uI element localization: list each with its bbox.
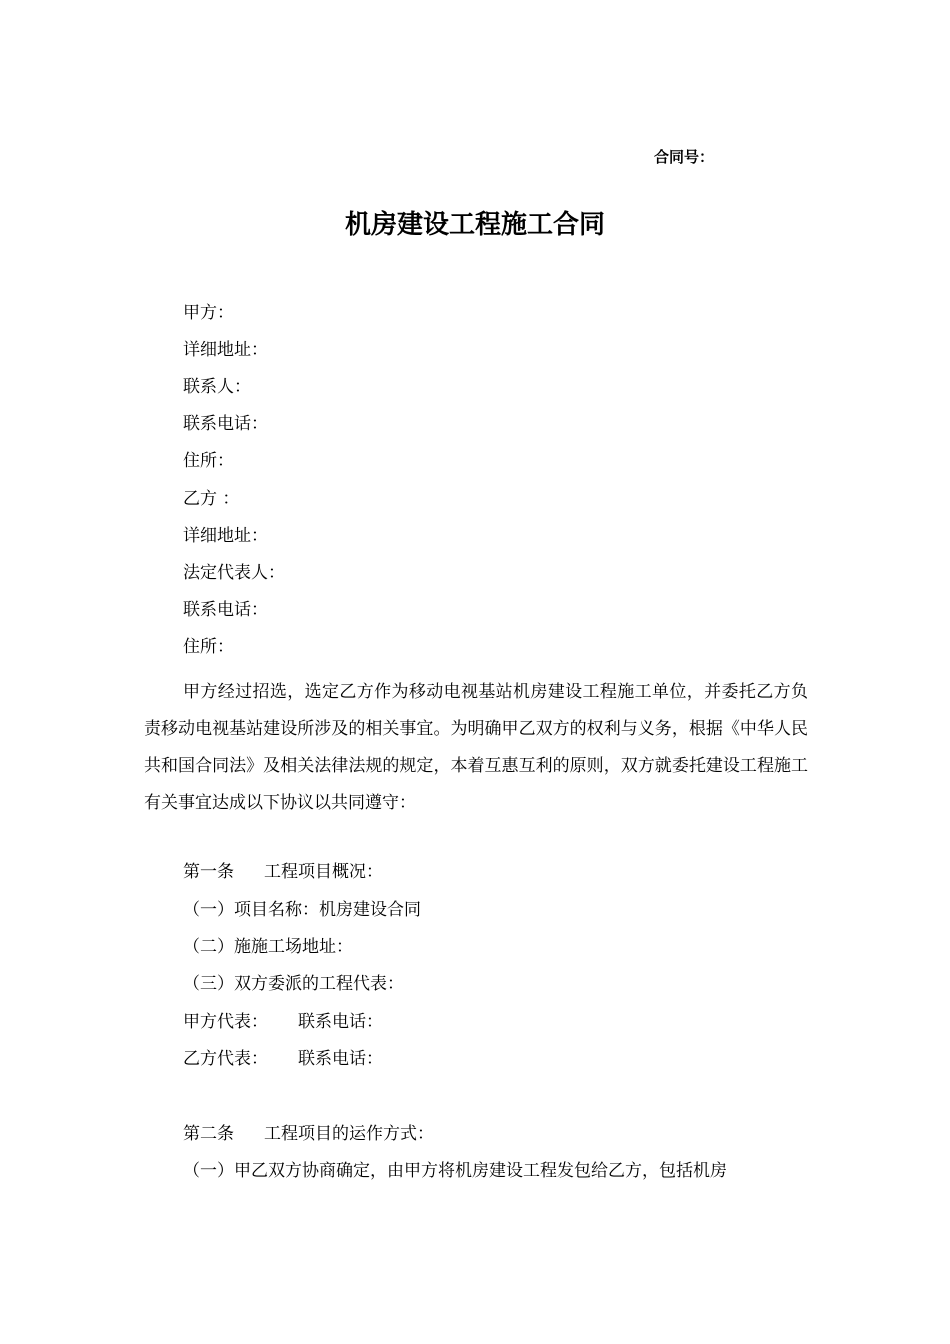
article-2-item-1: （一）甲乙双方协商确定，由甲方将机房建设工程发包给乙方，包括机房	[183, 1161, 727, 1181]
party-b-residence: 住所：	[183, 637, 234, 657]
party-b-phone: 联系电话：	[183, 600, 268, 620]
rep-b-label: 乙方代表：	[183, 1049, 268, 1069]
article-1-number: 第一条	[183, 862, 234, 882]
rep-a-phone-label: 联系电话：	[298, 1012, 383, 1032]
party-a-contact: 联系人：	[183, 377, 251, 397]
party-b-representative	[183, 1047, 383, 1071]
contract-number-label: 合同号：	[654, 148, 715, 166]
article-2-number: 第二条	[183, 1124, 234, 1144]
party-a-representative	[183, 1010, 383, 1034]
article-1-title: 工程项目概况：	[264, 862, 383, 882]
article-1-item-1: （一）项目名称：机房建设合同	[183, 900, 421, 920]
article-1-item-3: （三）双方委派的工程代表：	[183, 974, 404, 994]
party-a-phone: 联系电话：	[183, 414, 268, 434]
party-a-residence: 住所：	[183, 451, 234, 471]
party-b-address: 详细地址：	[183, 526, 268, 546]
party-a-label: 甲方：	[183, 303, 234, 323]
rep-b-phone-label: 联系电话：	[298, 1049, 383, 1069]
preamble-paragraph: 甲方经过招选，选定乙方作为移动电视基站机房建设工程施工单位，并委托乙方负责移动电视基站建设所涉及的相关事宜。为明确甲乙双方的权利与义务，根据《中华人民共和国合同法》及相关法律法规的规定，本着互惠互利的原则，双方就委托建设工程施工有关事宜达成以下协议以共同遵守：	[144, 682, 808, 813]
rep-a-label: 甲方代表：	[183, 1012, 268, 1032]
article-2-title: 工程项目的运作方式：	[264, 1124, 434, 1144]
article-2-heading	[183, 1122, 434, 1146]
party-b-legal-rep: 法定代表人：	[183, 563, 285, 583]
party-b-label: 乙方 ：	[183, 489, 240, 509]
article-1-heading	[183, 860, 383, 884]
document-title: 机房建设工程施工合同	[344, 210, 605, 240]
article-1-item-2: （二）施施工场地址：	[183, 937, 353, 957]
party-a-address: 详细地址：	[183, 340, 268, 360]
